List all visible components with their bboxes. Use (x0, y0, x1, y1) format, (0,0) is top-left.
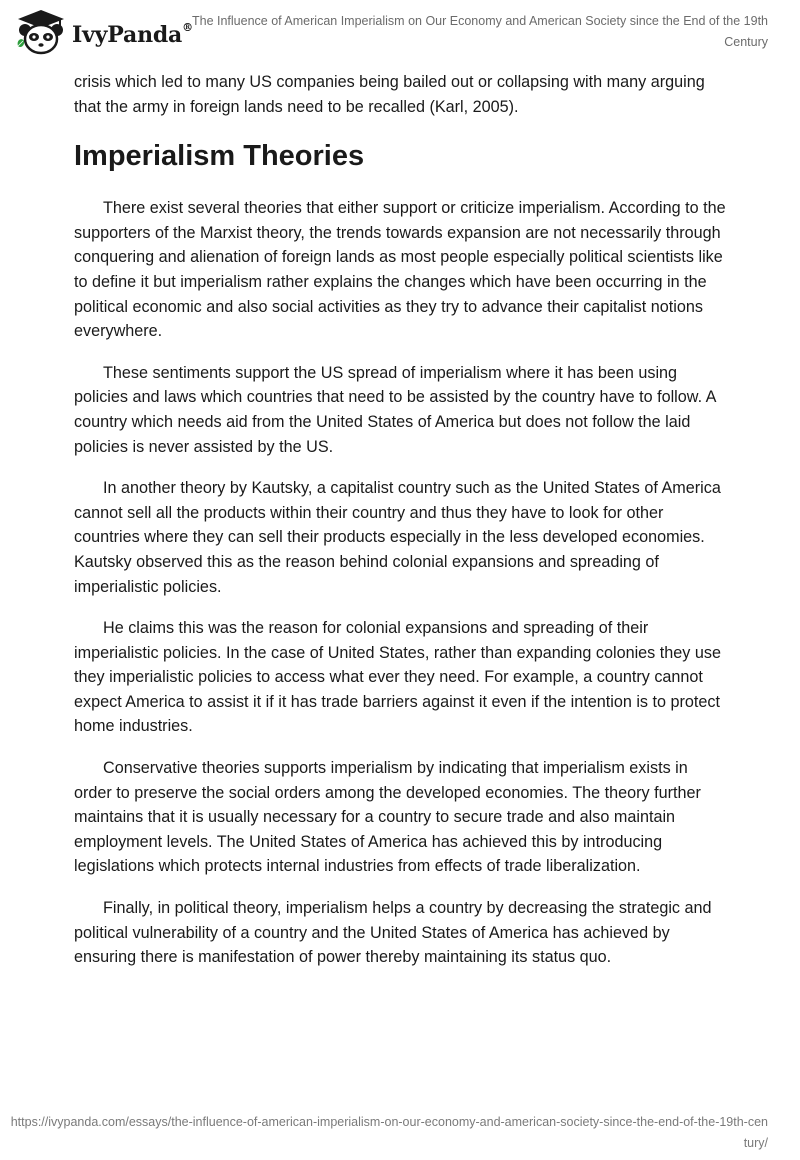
paragraph-4: He claims this was the reason for colonial expansions and spreading of their imperialistic policies. In the case of United States, rather than expanding colonies they use they imperialistic policies to access what ever they need. For example, a country cannot expect America to assist it if it has trade barriers against it even if the intention is to protect home industries. (74, 619, 721, 736)
ivypanda-logo[interactable] (14, 8, 193, 58)
paragraph-3: In another theory by Kautsky, a capitalist country such as the United States of America cannot sell all the products within their country and thus they have to look for other countries where they can sell their products especially in the less developed economies. Kautsky observed this as the reason behind colonial expansions and spreading of imperialistic policies. (74, 479, 721, 596)
brand-name: IvyPanda® (72, 20, 193, 48)
paragraph-1: There exist several theories that either support or criticize imperialism. According to the supporters of the Marxist theory, the trends towards expansion are not necessarily through conquering and alienation of foreign lands as most people especially political scientists like to define it but imperialism rather explains the changes which have been occurring in the political economic and also social activities as they try to advance their capitalist notions everywhere. (74, 199, 726, 341)
source-url-link[interactable]: https://ivypanda.com/essays/the-influence-of-american-imperialism-on-our-economy-and-american-society-since-the-end-of-the-19th-century/ (10, 1115, 768, 1150)
panda-graduate-icon (14, 8, 68, 58)
intro-paragraph: crisis which led to many US companies being bailed out or collapsing with many arguing that the army in foreign lands need to be recalled (Karl, 2005). (74, 73, 705, 116)
paragraph-6: Finally, in political theory, imperialism helps a country by decreasing the strategic and political vulnerability of a country and the United States of America has achieved by ensuring there is manifestation of power thereby maintaining its status quo. (74, 899, 712, 967)
page-header (0, 0, 800, 70)
essay-body (74, 70, 728, 987)
paragraph-5: Conservative theories supports imperialism by indicating that imperialism exists in order to preserve the social orders among the developed economies. The theory further maintains that it is usually necessary for a country to secure trade and also maintain employment levels. The United States of America has achieved this by introducing legislations which protects internal industries from effects of trade liberalization. (74, 759, 701, 876)
document-title: The Influence of American Imperialism on Our Economy and American Society since the End of the 19th Century (192, 14, 768, 49)
paragraph-2: These sentiments support the US spread of imperialism where it has been using policies and laws which countries that need to be assisted by the country have to follow. A country which needs aid from the United States of America but does not follow the laid policies is never assisted by the US. (74, 363, 716, 456)
section-heading: Imperialism Theories (74, 140, 365, 173)
